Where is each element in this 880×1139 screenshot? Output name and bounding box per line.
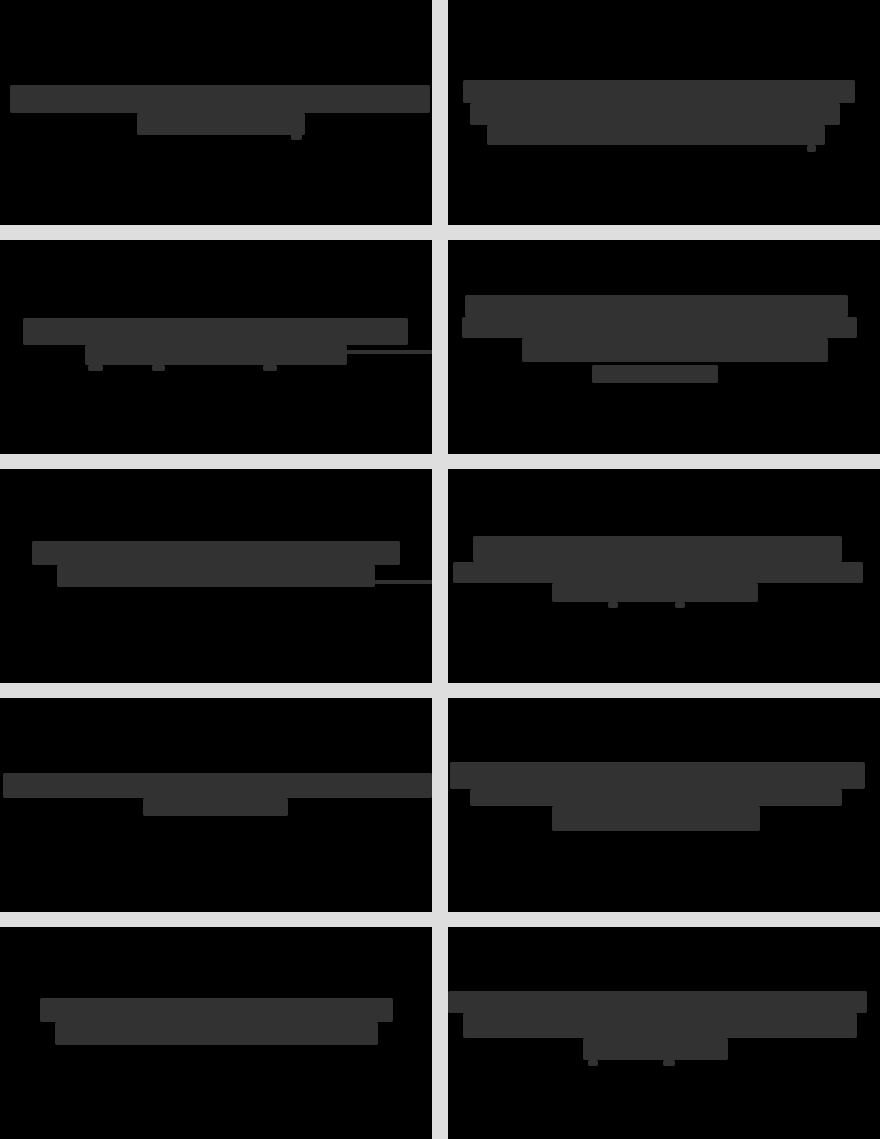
text-blob-line	[55, 1022, 378, 1045]
text-blob-line	[345, 350, 432, 354]
text-blob-line	[592, 365, 718, 383]
text-blob-line	[85, 345, 347, 365]
text-blob-line	[807, 145, 816, 152]
text-blob-line	[473, 536, 842, 562]
flashcard-10[interactable]	[448, 927, 880, 1139]
text-blob-line	[465, 295, 848, 317]
text-blob-line	[137, 113, 305, 135]
text-blob-line	[470, 789, 842, 806]
text-blob-line	[470, 103, 840, 125]
text-blob-line	[663, 1060, 675, 1066]
text-blob-line	[583, 1038, 728, 1060]
flashcard-9[interactable]	[0, 927, 432, 1139]
text-blob-line	[57, 565, 375, 587]
flashcard-1[interactable]	[0, 0, 432, 225]
flashcard-7[interactable]	[0, 698, 432, 912]
text-blob-line	[453, 562, 863, 583]
text-blob-line	[10, 85, 430, 113]
text-blob-line	[463, 1013, 857, 1038]
text-blob-line	[448, 991, 867, 1013]
text-blob-line	[608, 602, 618, 608]
text-blob-line	[588, 1060, 598, 1066]
text-blob-line	[152, 365, 165, 371]
flashcard-2[interactable]	[448, 0, 880, 225]
flashcard-6[interactable]	[448, 469, 880, 683]
text-blob-line	[32, 541, 400, 565]
text-blob-line	[88, 365, 103, 371]
text-blob-line	[462, 317, 857, 338]
text-blob-line	[463, 80, 855, 103]
flashcard-5[interactable]	[0, 469, 432, 683]
text-blob-line	[552, 806, 760, 831]
flashcard-8[interactable]	[448, 698, 880, 912]
flashcard-4[interactable]	[448, 240, 880, 454]
text-blob-line	[375, 580, 432, 584]
text-blob-line	[263, 365, 277, 371]
text-blob-line	[40, 998, 393, 1022]
text-blob-line	[487, 125, 825, 145]
text-blob-line	[3, 773, 432, 798]
text-blob-line	[291, 133, 302, 140]
text-blob-line	[522, 338, 828, 362]
text-blob-line	[552, 583, 758, 602]
text-blob-line	[450, 762, 865, 789]
text-blob-line	[23, 318, 408, 345]
text-blob-line	[675, 602, 685, 608]
text-blob-line	[143, 798, 288, 816]
flashcard-3[interactable]	[0, 240, 432, 454]
